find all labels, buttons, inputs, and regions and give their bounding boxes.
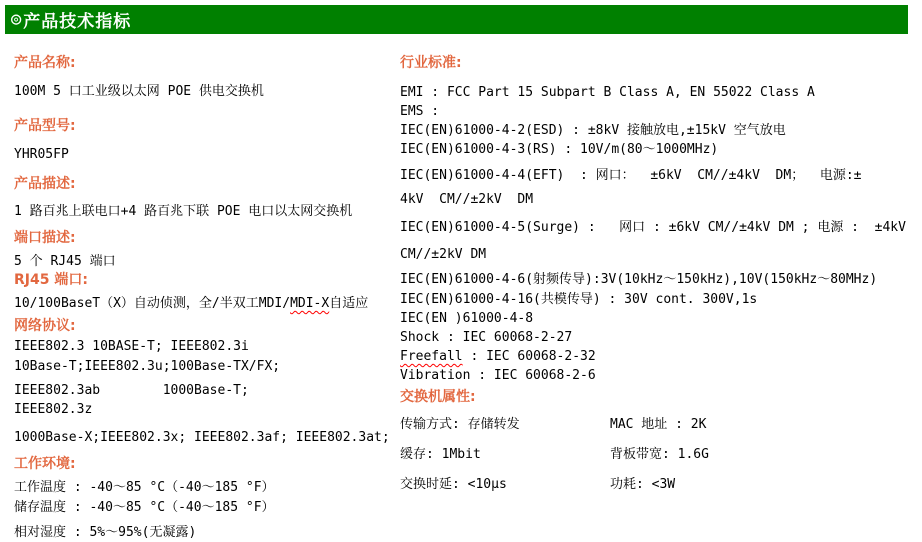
standards-heading: 行业标准: <box>400 55 462 71</box>
bullseye-icon: ◎ <box>11 9 22 29</box>
protocol-heading: 网络协议: <box>14 318 76 334</box>
standard-line-rf: IEC(EN)61000-4-6(射频传导):3V(10kHz～150kHz),10V(150kHz～80MHz) <box>400 272 878 287</box>
rj45-detail-line <box>14 294 392 313</box>
product-name-heading: 产品名称: <box>14 55 76 71</box>
switch-props-heading: 交换机属性: <box>400 389 476 405</box>
protocol-line: IEEE802.3ab 1000Base-T; IEEE802.3z <box>14 383 320 417</box>
standard-line-esd: IEC(EN)61000-4-2(ESD) : ±8kV 接触放电,±15kV 空气放电 <box>400 123 786 138</box>
prop-backplane: 背板带宽: 1.6G <box>610 447 709 462</box>
port-desc-value: 5 个 RJ45 端口 <box>14 254 116 269</box>
spellcheck-underline-mdix: MDI-X <box>290 296 330 311</box>
standard-line-freefall <box>400 347 914 366</box>
standard-line-surge-1: IEC(EN)61000-4-5(Surge) : 网口 : ±6kV CM//±4kV DM ; 电源 : ±4kV <box>400 220 906 235</box>
standard-line-rs: IEC(EN)61000-4-3(RS) : 10V/m(80～1000MHz) <box>400 142 719 157</box>
model-heading: 产品型号: <box>14 118 76 134</box>
section-header-bar <box>5 5 908 34</box>
page-title: 产品技术指标 <box>23 12 132 32</box>
freefall-text-post: : IEC 60068-2-32 <box>462 349 596 364</box>
standard-line-ems: EMS : <box>400 104 440 119</box>
protocol-line: 10Base-T;IEEE802.3u;100Base-TX/FX; <box>14 359 281 374</box>
protocol-line: IEEE802.3 10BASE-T; IEEE802.3i <box>14 339 249 354</box>
switch-props-grid <box>400 415 914 494</box>
description-value: 1 路百兆上联电口+4 路百兆下联 POE 电口以太网交换机 <box>14 204 353 219</box>
standard-line-pfmf: IEC(EN )61000-4-8 <box>400 311 534 326</box>
protocol-line: 1000Base-X;IEEE802.3x; IEEE802.3af; IEEE802.3at; <box>14 430 390 445</box>
model-value: YHR05FP <box>14 147 69 162</box>
prop-forwarding-mode: 传输方式: 存储转发 <box>400 417 520 432</box>
standard-line-vibration: Vibration : IEC 60068-2-6 <box>400 368 596 383</box>
standard-line-cm: IEC(EN)61000-4-16(共模传导) : 30V cont. 300V,1s <box>400 292 758 307</box>
env-line-operating-temp: 工作温度 : -40～85 °C（-40～185 °F） <box>14 480 275 495</box>
rj45-text-post: 自适应 <box>329 296 369 311</box>
standard-line-surge-2: CM//±2kV DM <box>400 247 487 262</box>
prop-mac-address: MAC 地址 : 2K <box>610 417 707 432</box>
prop-power: 功耗: <3W <box>610 477 676 492</box>
rj45-heading: RJ45 端口: <box>14 272 88 288</box>
env-line-humidity: 相对湿度 : 5%～95%(无凝露) <box>14 525 197 540</box>
env-line-storage-temp: 储存温度 : -40～85 °C（-40～185 °F） <box>14 500 275 515</box>
standard-line-eft-2: 4kV CM//±2kV DM <box>400 192 534 207</box>
left-column <box>14 50 392 542</box>
spellcheck-underline-freefall: Freefall <box>400 349 463 364</box>
right-column <box>400 50 914 494</box>
environment-heading: 工作环境: <box>14 456 76 472</box>
standard-line-emi: EMI : FCC Part 15 Subpart B Class A, EN 55022 Class A <box>400 85 815 100</box>
description-heading: 产品描述: <box>14 176 76 192</box>
port-desc-heading: 端口描述: <box>14 230 76 246</box>
product-name-value: 100M 5 口工业级以太网 POE 供电交换机 <box>14 84 264 99</box>
rj45-text-pre: 10/100BaseT（X）自动侦测，全/半双工MDI/ <box>14 296 291 311</box>
standard-line-shock: Shock : IEC 60068-2-27 <box>400 330 573 345</box>
standard-line-eft-1: IEC(EN)61000-4-4(EFT) : 网口： ±6kV CM//±4kV DM； 电源:± <box>400 168 862 183</box>
prop-latency: 交换时延: <10μs <box>400 477 507 492</box>
prop-buffer: 缓存: 1Mbit <box>400 447 481 462</box>
